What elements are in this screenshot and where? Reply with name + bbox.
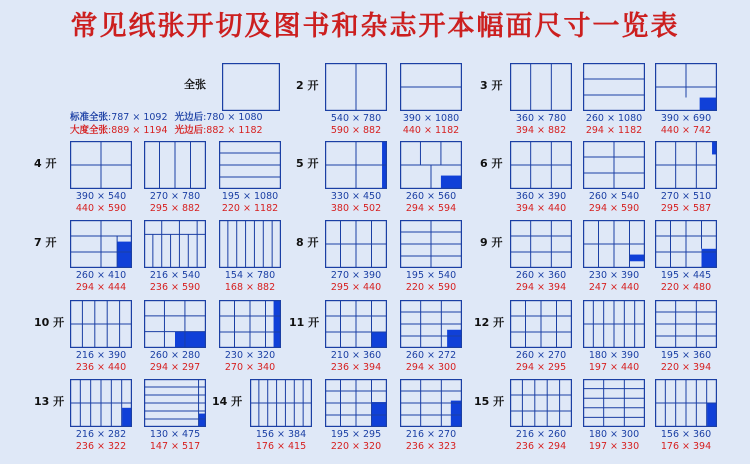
size-label-12k-b [577, 350, 651, 374]
sheet-diagram-15k-c [655, 379, 717, 427]
large-trim-value: :882 × 1182 [203, 125, 263, 136]
size-label-6k-b [577, 191, 651, 215]
size-label-10k-b [138, 350, 212, 374]
large-size: 440 × 590 [75, 203, 127, 214]
standard-size: 330 × 450 [330, 191, 382, 202]
large-size: 197 × 440 [588, 362, 640, 373]
format-label: 10 开 [34, 316, 65, 329]
size-label-4k-a [64, 191, 138, 215]
size-label-14k-c [394, 429, 468, 453]
standard-size: 260 × 410 [75, 270, 127, 281]
large-size: 236 × 323 [405, 441, 457, 452]
sheet-diagram-6k-c [655, 141, 717, 189]
size-label-7k-a [64, 270, 138, 294]
standard-size: 195 × 295 [330, 429, 382, 440]
sheet-diagram-13k-a [70, 379, 132, 427]
sheet-diagram-12k-a [510, 300, 572, 348]
sheet-diagram-9k-b [583, 220, 645, 268]
standard-size: 390 × 1080 [402, 113, 460, 124]
standard-size: 216 × 282 [75, 429, 127, 440]
size-label-14k-a [244, 429, 318, 453]
sheet-diagram-10k-c [219, 300, 281, 348]
standard-size: 195 × 445 [660, 270, 712, 281]
standard-size: 260 × 360 [515, 270, 567, 281]
highlight-block [451, 401, 462, 427]
large-size: 220 × 480 [660, 282, 712, 293]
format-label: 11 开 [289, 316, 320, 329]
highlight-block [117, 242, 132, 268]
standard-size: 195 × 1080 [221, 191, 279, 202]
large-size: 220 × 320 [330, 441, 382, 452]
large-size: 220 × 590 [405, 282, 457, 293]
size-label-15k-b [577, 429, 651, 453]
sheet-diagram-9k-c [655, 220, 717, 268]
size-label-3k-a [504, 113, 578, 137]
standard-size: 216 × 540 [149, 270, 201, 281]
size-label-12k-a [504, 350, 578, 374]
size-label-7k-c [213, 270, 287, 294]
sheet-diagram-3k-c [655, 63, 717, 111]
standard-size: 260 × 270 [515, 350, 567, 361]
sheet-outline [511, 221, 572, 268]
highlight-block [630, 255, 646, 262]
large-size: 294 × 594 [405, 203, 457, 214]
sheet-outline [511, 64, 572, 111]
large-size: 197 × 330 [588, 441, 640, 452]
standard-size: 390 × 540 [75, 191, 127, 202]
standard-size: 156 × 384 [255, 429, 307, 440]
size-label-9k-a [504, 270, 578, 294]
size-label-7k-b [138, 270, 212, 294]
large-size: 440 × 1182 [402, 125, 460, 136]
size-label-5k-b [394, 191, 468, 215]
large-size: 147 × 517 [149, 441, 201, 452]
standard-size: 216 × 390 [75, 350, 127, 361]
sheet-outline [511, 380, 572, 427]
standard-size: 270 × 390 [330, 270, 382, 281]
standard-size: 260 × 1080 [585, 113, 643, 124]
standard-size: 130 × 475 [149, 429, 201, 440]
standard-size: 260 × 540 [588, 191, 640, 202]
standard-trim-key: 光边后 [174, 112, 204, 123]
standard-size: 270 × 510 [660, 191, 712, 202]
format-label: 4 开 [34, 157, 57, 170]
sheet-diagram-4k-b [144, 141, 206, 189]
sheet-diagram-11k-a [325, 300, 387, 348]
sheet-outline [584, 380, 645, 427]
highlight-block [175, 332, 206, 348]
size-label-8k-a [319, 270, 393, 294]
standard-size: 216 × 260 [515, 429, 567, 440]
standard-trim-value: :780 × 1080 [203, 112, 263, 123]
size-label-4k-c [213, 191, 287, 215]
standard-size: 360 × 390 [515, 191, 567, 202]
standard-size: 390 × 690 [660, 113, 712, 124]
large-size: 168 × 882 [224, 282, 276, 293]
large-size: 590 × 882 [330, 125, 382, 136]
sheet-diagram-3k-b [583, 63, 645, 111]
highlight-block [700, 98, 717, 111]
large-size: 295 × 882 [149, 203, 201, 214]
standard-size: 154 × 780 [224, 270, 276, 281]
large-size: 295 × 587 [660, 203, 712, 214]
standard-size: 216 × 270 [405, 429, 457, 440]
standard-size: 156 × 360 [660, 429, 712, 440]
standard-size: 180 × 300 [588, 429, 640, 440]
sheet-diagram-7k-c [219, 220, 281, 268]
sheet-diagram-4k-a [70, 141, 132, 189]
standard-size: 230 × 390 [588, 270, 640, 281]
sheet-diagram-14k-a [250, 379, 312, 427]
format-label: 9 开 [480, 236, 503, 249]
sheet-diagram-14k-c [400, 379, 462, 427]
standard-size: 260 × 272 [405, 350, 457, 361]
full-sheet-label: 全张 [184, 78, 206, 91]
size-label-15k-a [504, 429, 578, 453]
size-label-4k-b [138, 191, 212, 215]
size-label-12k-c [649, 350, 723, 374]
large-sheet-key: 大度全张 [70, 125, 109, 136]
format-label: 14 开 [212, 395, 243, 408]
large-size: 247 × 440 [588, 282, 640, 293]
standard-size: 260 × 560 [405, 191, 457, 202]
format-label: 2 开 [296, 79, 319, 92]
highlight-block [372, 332, 388, 348]
size-label-8k-b [394, 270, 468, 294]
sheet-diagram-2k-b [400, 63, 462, 111]
large-size: 236 × 294 [515, 441, 567, 452]
sheet-diagram-5k-b [400, 141, 462, 189]
standard-sheet-key: 标准全张 [70, 112, 109, 123]
format-label: 13 开 [34, 395, 65, 408]
large-size: 236 × 394 [330, 362, 382, 373]
size-label-6k-a [504, 191, 578, 215]
format-label: 5 开 [296, 157, 319, 170]
sheet-diagram-6k-a [510, 141, 572, 189]
sheet-diagram-10k-b [144, 300, 206, 348]
highlight-block [447, 330, 462, 348]
sheet-diagram-4k-c [219, 141, 281, 189]
sheet-outline [145, 221, 206, 268]
standard-size: 180 × 390 [588, 350, 640, 361]
sheet-diagram-9k-a [510, 220, 572, 268]
format-label: 7 开 [34, 236, 57, 249]
standard-size: 195 × 360 [660, 350, 712, 361]
large-size: 294 × 295 [515, 362, 567, 373]
sheet-diagram-5k-a [325, 141, 387, 189]
sheet-outline [584, 64, 645, 111]
size-label-14k-b [319, 429, 393, 453]
format-label: 15 开 [474, 395, 505, 408]
size-label-5k-a [319, 191, 393, 215]
page-title: 常见纸张开切及图书和杂志开本幅面尺寸一览表 [70, 11, 680, 42]
standard-size: 210 × 360 [330, 350, 382, 361]
sheet-diagram-7k-b [144, 220, 206, 268]
large-size: 440 × 742 [660, 125, 712, 136]
sheet-diagram-7k-a [70, 220, 132, 268]
standard-size: 260 × 280 [149, 350, 201, 361]
size-label-3k-c [649, 113, 723, 137]
size-label-11k-a [319, 350, 393, 374]
large-size: 294 × 1182 [585, 125, 643, 136]
size-label-2k-b [394, 113, 468, 137]
standard-size: 195 × 540 [405, 270, 457, 281]
size-label-3k-b [577, 113, 651, 137]
large-size: 380 × 502 [330, 203, 382, 214]
large-size: 236 × 440 [75, 362, 127, 373]
format-label: 8 开 [296, 236, 319, 249]
sheet-diagram-14k-b [325, 379, 387, 427]
size-label-11k-b [394, 350, 468, 374]
large-size: 270 × 340 [224, 362, 276, 373]
large-trim-key: 光边后 [174, 125, 204, 136]
sheet-diagram-2k-a [325, 63, 387, 111]
format-label: 3 开 [480, 79, 503, 92]
large-size: 294 × 444 [75, 282, 127, 293]
size-label-13k-b [138, 429, 212, 453]
large-size: 295 × 440 [330, 282, 382, 293]
large-size: 176 × 394 [660, 441, 712, 452]
size-label-9k-b [577, 270, 651, 294]
large-size: 394 × 882 [515, 125, 567, 136]
large-size: 294 × 394 [515, 282, 567, 293]
sheet-diagram-6k-b [583, 141, 645, 189]
large-size: 236 × 590 [149, 282, 201, 293]
sheet-diagram-11k-b [400, 300, 462, 348]
size-label-13k-a [64, 429, 138, 453]
large-size: 294 × 590 [588, 203, 640, 214]
large-size: 394 × 440 [515, 203, 567, 214]
standard-size: 540 × 780 [330, 113, 382, 124]
large-size: 220 × 394 [660, 362, 712, 373]
size-label-10k-a [64, 350, 138, 374]
sheet-outline [220, 221, 281, 268]
highlight-block [122, 408, 132, 427]
sheet-diagram-13k-b [144, 379, 206, 427]
size-label-2k-a [319, 113, 393, 137]
size-label-15k-c [649, 429, 723, 453]
sheet-diagram-3k-a [510, 63, 572, 111]
format-label: 12 开 [474, 316, 505, 329]
sheet-diagram-15k-a [510, 379, 572, 427]
large-size: 294 × 297 [149, 362, 201, 373]
standard-sheet-value: :787 × 1092 [108, 112, 168, 123]
size-label-9k-c [649, 270, 723, 294]
highlight-block [441, 176, 462, 189]
size-label-10k-c [213, 350, 287, 374]
standard-size: 230 × 320 [224, 350, 276, 361]
standard-size: 270 × 780 [149, 191, 201, 202]
format-label: 6 开 [480, 157, 503, 170]
large-size: 176 × 415 [255, 441, 307, 452]
large-size: 220 × 1182 [221, 203, 279, 214]
highlight-block [707, 403, 717, 427]
standard-size: 360 × 780 [515, 113, 567, 124]
sheet-diagram-10k-a [70, 300, 132, 348]
sheet-diagram-12k-b [583, 300, 645, 348]
large-size: 236 × 322 [75, 441, 127, 452]
sheet-diagram-12k-c [655, 300, 717, 348]
sheet-diagram-15k-b [583, 379, 645, 427]
large-sheet-value: :889 × 1194 [108, 125, 168, 136]
sheet-diagram-8k-b [400, 220, 462, 268]
sheet-diagram-8k-a [325, 220, 387, 268]
sheet-outline [223, 64, 280, 111]
large-size: 294 × 300 [405, 362, 457, 373]
sheet-diagram-full [222, 63, 280, 111]
size-label-6k-c [649, 191, 723, 215]
